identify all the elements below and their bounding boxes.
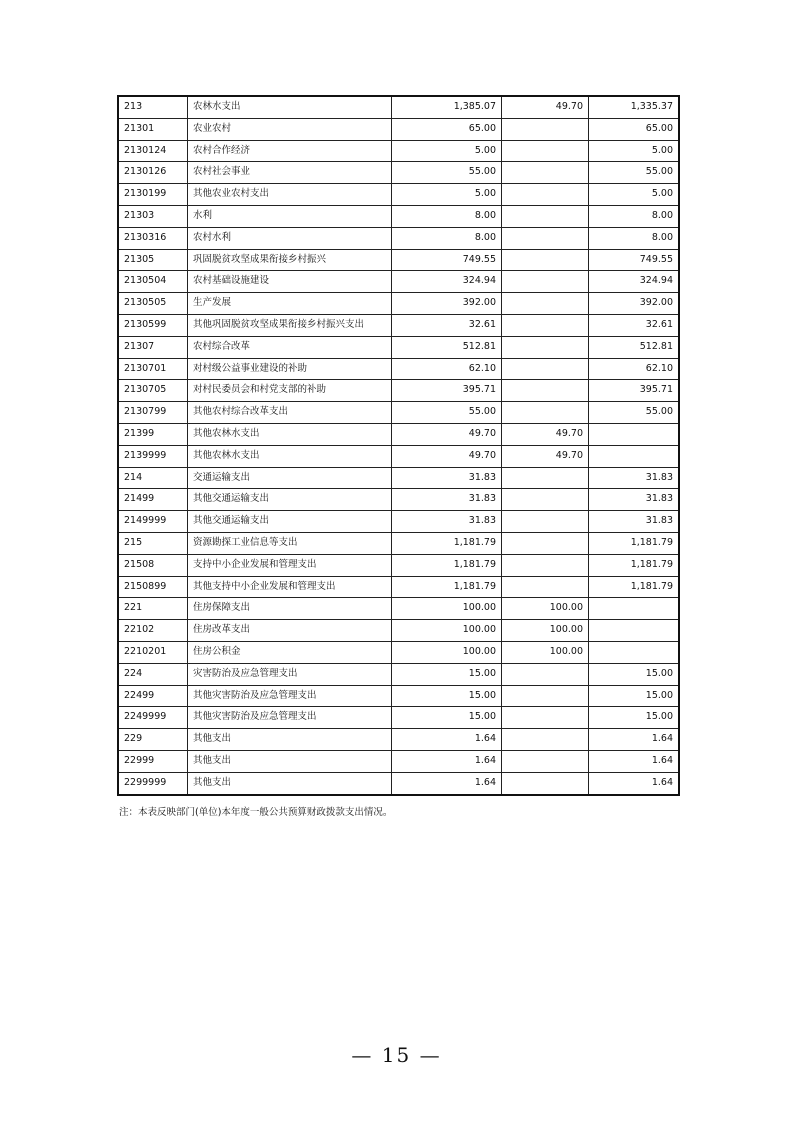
project-expenditure-cell: 15.00 <box>589 685 680 707</box>
function-name-cell: 农村合作经济 <box>188 140 392 162</box>
project-expenditure-cell: 15.00 <box>589 707 680 729</box>
project-expenditure-cell: 31.83 <box>589 489 680 511</box>
basic-expenditure-cell <box>502 685 589 707</box>
total-cell: 512.81 <box>392 336 502 358</box>
function-code-cell: 2130705 <box>118 380 188 402</box>
basic-expenditure-cell <box>502 772 589 794</box>
total-cell: 55.00 <box>392 402 502 424</box>
table-row <box>118 663 679 685</box>
total-cell: 1,181.79 <box>392 532 502 554</box>
function-name-cell: 其他支持中小企业发展和管理支出 <box>188 576 392 598</box>
project-expenditure-cell: 31.83 <box>589 511 680 533</box>
basic-expenditure-cell <box>502 750 589 772</box>
total-cell: 1,181.79 <box>392 576 502 598</box>
function-name-cell: 其他巩固脱贫攻坚成果衔接乡村振兴支出 <box>188 314 392 336</box>
total-cell: 100.00 <box>392 620 502 642</box>
function-code-cell: 2130701 <box>118 358 188 380</box>
function-code-cell: 2139999 <box>118 445 188 467</box>
function-name-cell: 其他支出 <box>188 729 392 751</box>
project-expenditure-cell: 32.61 <box>589 314 680 336</box>
basic-expenditure-cell: 100.00 <box>502 598 589 620</box>
table-row <box>118 249 679 271</box>
function-code-cell: 215 <box>118 532 188 554</box>
basic-expenditure-cell <box>502 576 589 598</box>
total-cell: 392.00 <box>392 293 502 315</box>
total-cell: 15.00 <box>392 707 502 729</box>
function-name-cell: 其他交通运输支出 <box>188 511 392 533</box>
function-code-cell: 2130504 <box>118 271 188 293</box>
total-cell: 395.71 <box>392 380 502 402</box>
basic-expenditure-cell: 100.00 <box>502 641 589 663</box>
project-expenditure-cell <box>589 641 680 663</box>
table-row <box>118 227 679 249</box>
table-row <box>118 620 679 642</box>
function-code-cell: 21499 <box>118 489 188 511</box>
total-cell: 1.64 <box>392 729 502 751</box>
function-name-cell: 支持中小企业发展和管理支出 <box>188 554 392 576</box>
basic-expenditure-cell <box>502 184 589 206</box>
table-row <box>118 162 679 184</box>
function-code-cell: 224 <box>118 663 188 685</box>
total-cell: 1.64 <box>392 750 502 772</box>
table-row <box>118 707 679 729</box>
project-expenditure-cell: 749.55 <box>589 249 680 271</box>
basic-expenditure-cell <box>502 293 589 315</box>
project-expenditure-cell: 65.00 <box>589 118 680 140</box>
function-name-cell: 生产发展 <box>188 293 392 315</box>
table-row <box>118 685 679 707</box>
function-name-cell: 农村综合改革 <box>188 336 392 358</box>
project-expenditure-cell: 1.64 <box>589 750 680 772</box>
function-code-cell: 21305 <box>118 249 188 271</box>
function-code-cell: 21301 <box>118 118 188 140</box>
table-row <box>118 576 679 598</box>
basic-expenditure-cell <box>502 249 589 271</box>
project-expenditure-cell: 1,181.79 <box>589 576 680 598</box>
function-code-cell: 221 <box>118 598 188 620</box>
total-cell: 5.00 <box>392 184 502 206</box>
function-name-cell: 其他农业农村支出 <box>188 184 392 206</box>
project-expenditure-cell: 55.00 <box>589 402 680 424</box>
table-row <box>118 402 679 424</box>
function-name-cell: 住房改革支出 <box>188 620 392 642</box>
function-name-cell: 巩固脱贫攻坚成果衔接乡村振兴 <box>188 249 392 271</box>
project-expenditure-cell: 1,335.37 <box>589 96 680 118</box>
function-code-cell: 2210201 <box>118 641 188 663</box>
table-row <box>118 205 679 227</box>
table-row <box>118 750 679 772</box>
table-row <box>118 772 679 794</box>
project-expenditure-cell: 1,181.79 <box>589 532 680 554</box>
table-row <box>118 554 679 576</box>
function-name-cell: 其他交通运输支出 <box>188 489 392 511</box>
function-name-cell: 其他灾害防治及应急管理支出 <box>188 707 392 729</box>
function-name-cell: 对村民委员会和村党支部的补助 <box>188 380 392 402</box>
total-cell: 49.70 <box>392 423 502 445</box>
basic-expenditure-cell: 49.70 <box>502 423 589 445</box>
function-code-cell: 214 <box>118 467 188 489</box>
function-code-cell: 2130124 <box>118 140 188 162</box>
function-code-cell: 22999 <box>118 750 188 772</box>
basic-expenditure-cell <box>502 511 589 533</box>
function-code-cell: 2299999 <box>118 772 188 794</box>
total-cell: 8.00 <box>392 205 502 227</box>
basic-expenditure-cell <box>502 227 589 249</box>
project-expenditure-cell: 324.94 <box>589 271 680 293</box>
table-row <box>118 140 679 162</box>
project-expenditure-cell: 62.10 <box>589 358 680 380</box>
function-code-cell: 21508 <box>118 554 188 576</box>
basic-expenditure-cell <box>502 336 589 358</box>
function-code-cell: 2130126 <box>118 162 188 184</box>
basic-expenditure-cell <box>502 205 589 227</box>
function-code-cell: 22102 <box>118 620 188 642</box>
function-name-cell: 农村社会事业 <box>188 162 392 184</box>
table-body <box>118 96 679 795</box>
project-expenditure-cell: 395.71 <box>589 380 680 402</box>
basic-expenditure-cell <box>502 380 589 402</box>
table-row <box>118 641 679 663</box>
project-expenditure-cell: 512.81 <box>589 336 680 358</box>
total-cell: 31.83 <box>392 489 502 511</box>
total-cell: 100.00 <box>392 598 502 620</box>
basic-expenditure-cell <box>502 663 589 685</box>
total-cell: 15.00 <box>392 663 502 685</box>
total-cell: 100.00 <box>392 641 502 663</box>
function-name-cell: 资源勘探工业信息等支出 <box>188 532 392 554</box>
function-name-cell: 灾害防治及应急管理支出 <box>188 663 392 685</box>
function-code-cell: 2149999 <box>118 511 188 533</box>
function-name-cell: 农林水支出 <box>188 96 392 118</box>
budget-expenditure-table <box>117 95 680 796</box>
table-row <box>118 336 679 358</box>
basic-expenditure-cell <box>502 707 589 729</box>
table-row <box>118 598 679 620</box>
basic-expenditure-cell <box>502 729 589 751</box>
function-name-cell: 其他支出 <box>188 750 392 772</box>
function-code-cell: 2130599 <box>118 314 188 336</box>
project-expenditure-cell: 392.00 <box>589 293 680 315</box>
total-cell: 31.83 <box>392 467 502 489</box>
table-row <box>118 467 679 489</box>
table-note: 注：本表反映部门(单位)本年度一般公共预算财政拨款支出情况。 <box>119 807 393 818</box>
function-code-cell: 213 <box>118 96 188 118</box>
function-name-cell: 农村基础设施建设 <box>188 271 392 293</box>
project-expenditure-cell: 1,181.79 <box>589 554 680 576</box>
function-name-cell: 交通运输支出 <box>188 467 392 489</box>
function-name-cell: 住房公积金 <box>188 641 392 663</box>
function-name-cell: 农业农村 <box>188 118 392 140</box>
project-expenditure-cell: 8.00 <box>589 227 680 249</box>
table-row <box>118 445 679 467</box>
total-cell: 55.00 <box>392 162 502 184</box>
total-cell: 749.55 <box>392 249 502 271</box>
total-cell: 62.10 <box>392 358 502 380</box>
function-code-cell: 21303 <box>118 205 188 227</box>
project-expenditure-cell <box>589 423 680 445</box>
function-name-cell: 对村级公益事业建设的补助 <box>188 358 392 380</box>
function-code-cell: 2130316 <box>118 227 188 249</box>
project-expenditure-cell: 5.00 <box>589 184 680 206</box>
basic-expenditure-cell <box>502 118 589 140</box>
function-code-cell: 2150899 <box>118 576 188 598</box>
basic-expenditure-cell: 49.70 <box>502 445 589 467</box>
project-expenditure-cell: 1.64 <box>589 729 680 751</box>
function-code-cell: 229 <box>118 729 188 751</box>
table-row <box>118 314 679 336</box>
table-row <box>118 511 679 533</box>
project-expenditure-cell: 1.64 <box>589 772 680 794</box>
function-name-cell: 其他农林水支出 <box>188 423 392 445</box>
total-cell: 5.00 <box>392 140 502 162</box>
basic-expenditure-cell <box>502 140 589 162</box>
function-code-cell: 21307 <box>118 336 188 358</box>
basic-expenditure-cell <box>502 162 589 184</box>
function-name-cell: 其他灾害防治及应急管理支出 <box>188 685 392 707</box>
basic-expenditure-cell <box>502 532 589 554</box>
total-cell: 1.64 <box>392 772 502 794</box>
function-name-cell: 其他支出 <box>188 772 392 794</box>
function-code-cell: 2249999 <box>118 707 188 729</box>
function-code-cell: 2130505 <box>118 293 188 315</box>
basic-expenditure-cell: 100.00 <box>502 620 589 642</box>
function-code-cell: 2130199 <box>118 184 188 206</box>
function-name-cell: 其他农村综合改革支出 <box>188 402 392 424</box>
project-expenditure-cell <box>589 620 680 642</box>
project-expenditure-cell <box>589 598 680 620</box>
table-row <box>118 489 679 511</box>
basic-expenditure-cell <box>502 271 589 293</box>
basic-expenditure-cell <box>502 358 589 380</box>
table-row <box>118 184 679 206</box>
table-row <box>118 729 679 751</box>
total-cell: 8.00 <box>392 227 502 249</box>
table-row <box>118 423 679 445</box>
function-name-cell: 其他农林水支出 <box>188 445 392 467</box>
table-row <box>118 293 679 315</box>
basic-expenditure-cell <box>502 402 589 424</box>
table-row <box>118 96 679 118</box>
total-cell: 65.00 <box>392 118 502 140</box>
project-expenditure-cell <box>589 445 680 467</box>
total-cell: 1,385.07 <box>392 96 502 118</box>
function-code-cell: 22499 <box>118 685 188 707</box>
function-code-cell: 21399 <box>118 423 188 445</box>
table-row <box>118 118 679 140</box>
function-name-cell: 住房保障支出 <box>188 598 392 620</box>
total-cell: 1,181.79 <box>392 554 502 576</box>
basic-expenditure-cell <box>502 467 589 489</box>
table-row <box>118 271 679 293</box>
function-name-cell: 农村水利 <box>188 227 392 249</box>
page-number: — 15 — <box>351 1043 442 1067</box>
total-cell: 324.94 <box>392 271 502 293</box>
table-row <box>118 532 679 554</box>
total-cell: 32.61 <box>392 314 502 336</box>
project-expenditure-cell: 8.00 <box>589 205 680 227</box>
basic-expenditure-cell <box>502 314 589 336</box>
function-code-cell: 2130799 <box>118 402 188 424</box>
project-expenditure-cell: 15.00 <box>589 663 680 685</box>
function-name-cell: 水利 <box>188 205 392 227</box>
table-row <box>118 358 679 380</box>
project-expenditure-cell: 31.83 <box>589 467 680 489</box>
basic-expenditure-cell <box>502 489 589 511</box>
project-expenditure-cell: 5.00 <box>589 140 680 162</box>
basic-expenditure-cell <box>502 554 589 576</box>
total-cell: 49.70 <box>392 445 502 467</box>
total-cell: 31.83 <box>392 511 502 533</box>
project-expenditure-cell: 55.00 <box>589 162 680 184</box>
total-cell: 15.00 <box>392 685 502 707</box>
table-row <box>118 380 679 402</box>
basic-expenditure-cell: 49.70 <box>502 96 589 118</box>
